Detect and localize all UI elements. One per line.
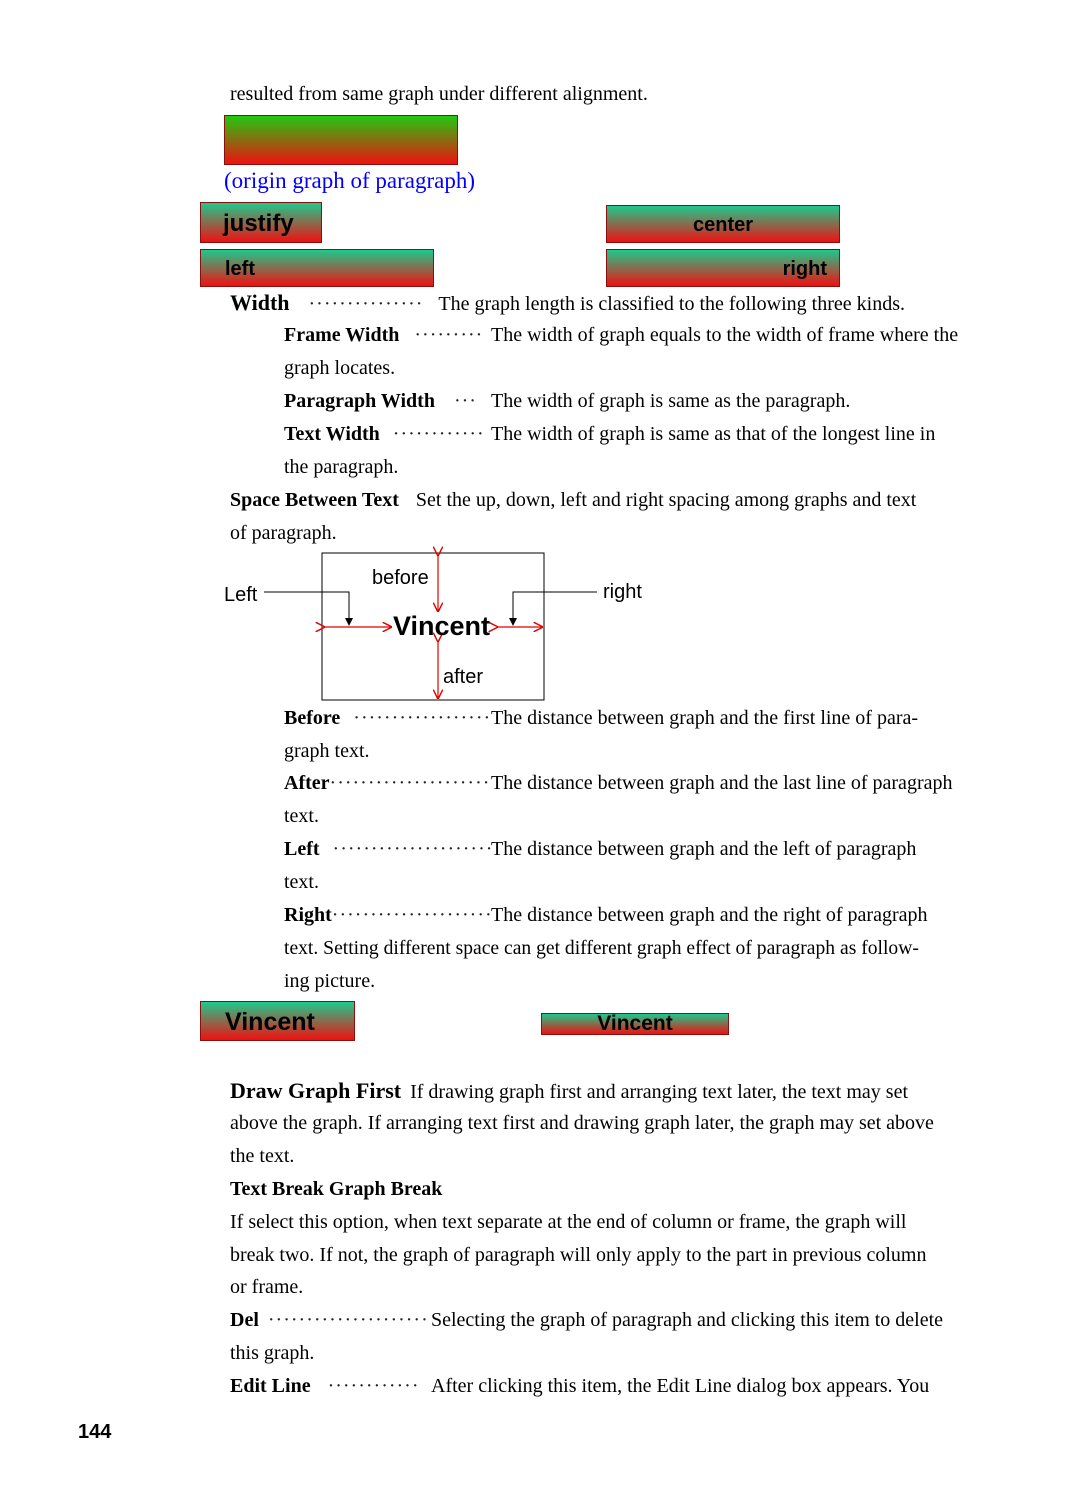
text-width-row: [284, 418, 485, 451]
before-term: Before: [284, 707, 341, 729]
left-desc-cont: text.: [284, 871, 319, 893]
before-dots: ··················: [353, 707, 492, 729]
vincent-sample-large-label: Vincent: [225, 1008, 315, 1036]
paragraph-width-dots: ···: [453, 390, 477, 412]
frame-width-row: [284, 319, 483, 352]
page-number: 144: [78, 1421, 112, 1443]
draw-first-desc-2: above the graph. If arranging text first and drawing graph later, the graph may set above: [230, 1112, 934, 1134]
left-row: [284, 833, 493, 866]
text-break-desc-1: If select this option, when text separate at the end of column or frame, the graph will: [230, 1211, 907, 1233]
justify-label: justify: [223, 210, 294, 237]
right-sample: [606, 249, 840, 287]
center-sample: [606, 205, 840, 243]
text-break-desc-2: break two. If not, the graph of paragraph will only apply to the part in previous column: [230, 1244, 927, 1266]
origin-caption: (origin graph of paragraph): [224, 168, 475, 193]
right-pointer: [513, 592, 597, 625]
right-label: right: [782, 258, 827, 280]
draw-first-desc: If drawing graph first and arranging text later, the text may set: [410, 1081, 909, 1103]
width-term: Width: [230, 290, 290, 315]
left-label: left: [225, 258, 255, 280]
edit-line-dots: ············: [327, 1375, 420, 1397]
space-desc-cont: of paragraph.: [230, 522, 337, 544]
before-desc-cont: graph text.: [284, 740, 370, 762]
intro-line: resulted from same graph under different alignment.: [230, 83, 648, 105]
del-row: [230, 1304, 429, 1337]
left-dots: ·····················: [332, 838, 494, 860]
center-label: center: [692, 214, 754, 236]
paragraph-width-desc: The width of graph is same as the paragraph.: [491, 390, 851, 412]
space-desc: Set the up, down, left and right spacing among graphs and text: [415, 489, 917, 511]
before-desc: The distance between graph and the first line of para-: [491, 707, 919, 729]
edit-line-term: Edit Line: [230, 1375, 311, 1397]
after-desc: The distance between graph and the last line of paragraph: [491, 772, 953, 794]
text-width-desc: The width of graph is same as that of the longest line in: [491, 423, 936, 445]
text-break-desc-3: or frame.: [230, 1276, 304, 1298]
after-dots: ·····················: [329, 772, 491, 794]
diagram-center-word: Vincent: [393, 611, 491, 641]
right-desc-cont2: ing picture.: [284, 970, 376, 992]
edit-line-desc: After clicking this item, the Edit Line dialog box appears. You: [431, 1375, 930, 1397]
after-row: [284, 767, 490, 800]
text-width-desc-cont: the paragraph.: [284, 456, 399, 478]
paragraph-width-term: Paragraph Width: [284, 390, 435, 412]
diagram-right-label: right: [603, 581, 642, 603]
draw-first-desc-3: the text.: [230, 1145, 295, 1167]
vincent-sample-large: [200, 1001, 355, 1041]
left-pointer: [264, 592, 349, 625]
draw-first-term: Draw Graph First: [230, 1078, 402, 1103]
del-desc: Selecting the graph of paragraph and clicking this item to delete: [431, 1309, 944, 1331]
after-desc-cont: text.: [284, 805, 319, 827]
frame-width-dots: ·········: [414, 324, 484, 346]
width-row: [230, 286, 905, 321]
diagram-left-label: Left: [224, 584, 258, 606]
space-term: Space Between Text: [230, 489, 399, 511]
frame-width-term: Frame Width: [284, 324, 400, 346]
justify-sample: [200, 202, 322, 243]
del-term: Del: [230, 1309, 259, 1331]
vincent-sample-small-label: Vincent: [597, 1012, 673, 1035]
text-width-term: Text Width: [284, 423, 380, 445]
del-dots: ·····················: [267, 1309, 429, 1331]
diagram-after-label: after: [443, 666, 484, 688]
space-row: [230, 484, 916, 517]
diagram-before-label: before: [372, 567, 429, 589]
frame-width-desc-cont: graph locates.: [284, 357, 396, 379]
text-width-dots: ············: [392, 423, 485, 445]
width-dots: ···············: [308, 293, 424, 315]
right-desc-cont: text. Setting different space can get different graph effect of paragraph as follow-: [284, 938, 919, 959]
text-break-term: Text Break Graph Break: [230, 1178, 443, 1200]
del-desc-cont: this graph.: [230, 1342, 315, 1364]
left-desc: The distance between graph and the left of paragraph: [491, 838, 917, 860]
width-desc: The graph length is classified to the following three kinds.: [438, 293, 905, 315]
right-term: Right: [284, 904, 332, 926]
edit-line-row: [230, 1370, 420, 1403]
right-desc: The distance between graph and the right of paragraph: [491, 904, 928, 926]
right-dots: ·····················: [331, 904, 493, 926]
draw-first-row: [230, 1074, 908, 1109]
left-term: Left: [284, 838, 320, 860]
right-row: [284, 899, 493, 932]
origin-graph-sample: [224, 115, 458, 165]
frame-width-desc: The width of graph equals to the width of frame where the: [491, 324, 959, 346]
before-row: [284, 702, 491, 735]
left-sample: [200, 249, 434, 287]
after-term: After: [284, 772, 330, 794]
vincent-sample-small: [541, 1013, 729, 1035]
paragraph-width-row: [284, 385, 477, 418]
